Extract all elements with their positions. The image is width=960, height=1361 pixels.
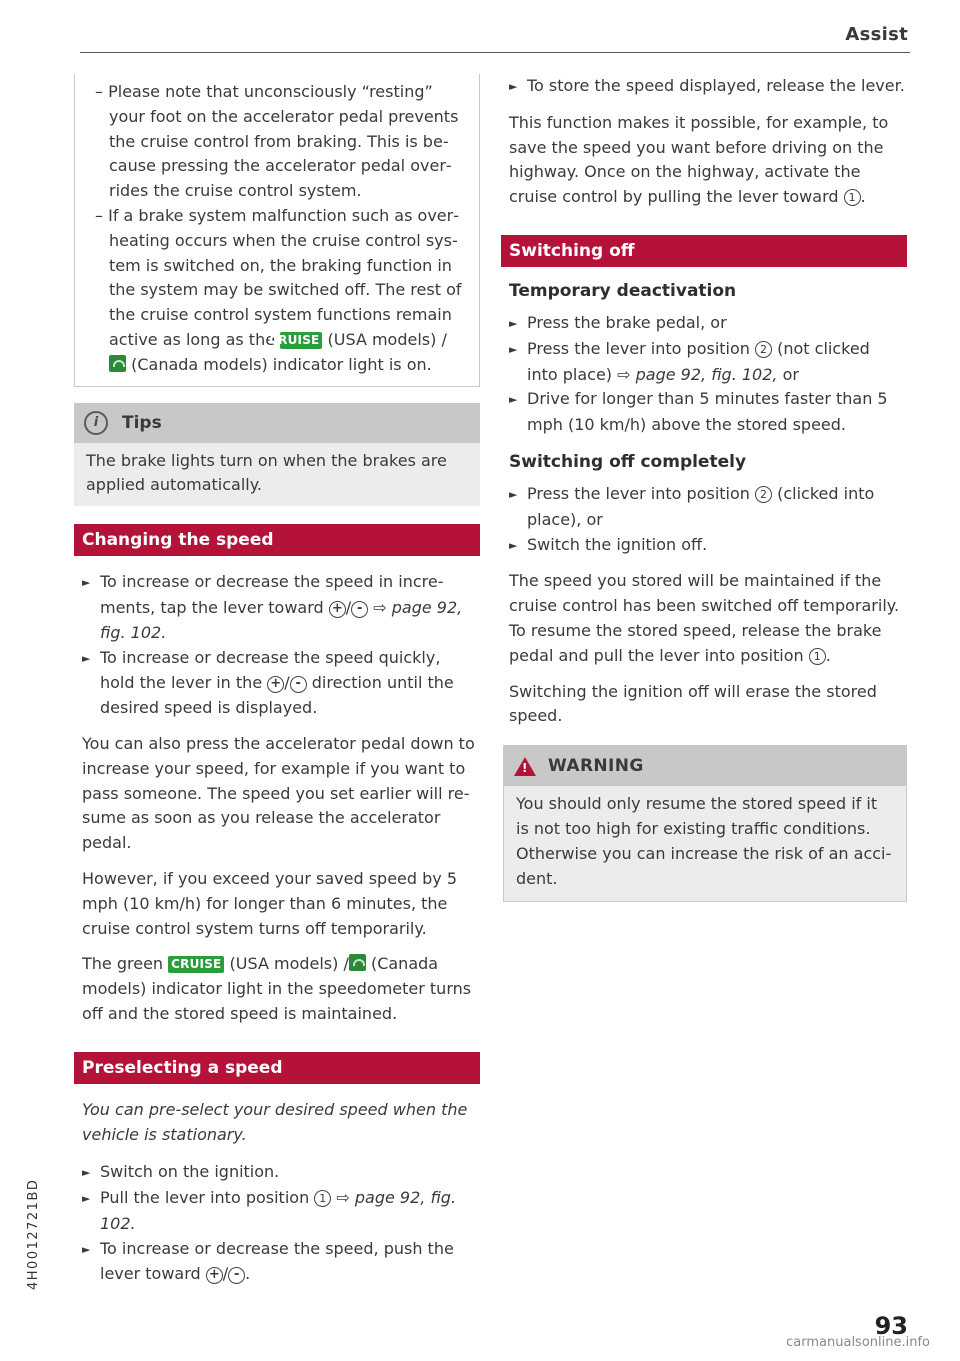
intro-text: You can pre-select your desired speed when the vehicle is stationary. (82, 1099, 468, 1144)
canada-cruise-indicator-icon (349, 954, 366, 971)
tips-body: The brake lights turn on when the brakes are applied automatically. (74, 443, 480, 507)
warning-triangle-icon (514, 757, 536, 776)
list-item: ► Press the lever into position 2 (clicked into place), or (509, 483, 875, 529)
bullet-arrow-icon: ► (509, 538, 518, 552)
warning-body: You should only resume the stored speed if it is not too high for existing traffic conditions. Otherwise you can increase the risk of an accident. (504, 786, 906, 901)
plus-symbol-icon: + (329, 601, 346, 618)
bullet-arrow-icon: ► (82, 1166, 91, 1180)
paragraph: The green CRUISE (USA models) / (Canada models) indicator light in the speedometer turns off and the stored speed is maintained. (82, 954, 472, 1023)
note-box (74, 74, 480, 387)
page-number: 93 (874, 1312, 908, 1340)
list-item: ► Press the brake pedal, or (509, 311, 905, 337)
paragraph: This function makes it possible, for example, to save the speed you want before driving on the highway. Once on the highway, activate the cruise control by pulling the lever toward 1 . (509, 112, 889, 207)
plus-symbol-icon: + (206, 1267, 223, 1284)
position-1-icon: 1 (809, 648, 826, 665)
subheading-completely: Switching off completely (509, 451, 747, 472)
minus-symbol-icon: - (351, 601, 368, 618)
watermark: carmanualsonline.info (786, 1335, 930, 1350)
list-item: ► Drive for longer than 5 minutes faster than 5 mph (10 km/h) above the stored speed. (509, 389, 888, 435)
list-item: ► To increase or decrease the speed in increments, tap the lever toward + / - ⇨ page 92, fig. 102. (82, 572, 463, 642)
left-column (82, 74, 478, 1287)
warning-box (503, 745, 907, 902)
section-heading-switching-off: Switching off (501, 235, 907, 267)
tips-header (74, 403, 480, 443)
bullet-arrow-icon: ► (509, 80, 518, 93)
warning-title: WARNING (548, 756, 644, 777)
page-reference[interactable]: ⇨ page 92, fig. 102, (617, 364, 778, 384)
page-reference[interactable]: ⇨ page 92, fig. 102. (100, 597, 463, 642)
note-item: – Please note that unconsciously “resting” your foot on the accelerator pedal prevents the cruise control from braking. This is because pressing the accelerator pedal overrides the cruise control system. (95, 82, 459, 201)
position-1-icon: 1 (314, 1190, 331, 1207)
paragraph: You can also press the accelerator pedal down to increase your speed, for example if you want to pass someone. The speed you set earlier will resume as soon as you release the accelerator pedal. (82, 733, 475, 853)
bullet-arrow-icon: ► (509, 487, 518, 501)
position-1-icon: 1 (844, 189, 861, 206)
bullet-arrow-icon: ► (82, 1242, 91, 1256)
paragraph: The speed you stored will be maintained if the cruise control has been switched off temporarily. To resume the stored speed, release the brake pedal and pull the lever into position 1 . (509, 571, 900, 665)
list-item: ► Press the lever into position 2 (not clicked into place) ⇨ page 92, fig. 102, or (509, 338, 870, 384)
canada-cruise-indicator-icon (109, 355, 126, 372)
position-2-icon: 2 (755, 486, 772, 503)
list-item: ► To increase or decrease the speed quickly, hold the lever in the + / - direction until the desired speed is displayed. (82, 647, 454, 718)
paragraph: Switching the ignition off will erase the stored speed. (509, 681, 877, 726)
bullet-arrow-icon: ► (509, 342, 518, 356)
subheading-temporary: Temporary deactivation (509, 280, 737, 301)
list-item: ► Switch on the ignition. (82, 1160, 478, 1186)
bullet-arrow-icon: ► (82, 576, 91, 590)
note-item: – If a brake system malfunction such as overheating occurs when the cruise control system is switched on, the braking function in the system may be switched off. The rest of the cruise control system functions remain active as long as the CRUISE (USA models) / (Canada models) indicator light is on. (95, 205, 462, 374)
list-item: ► Pull the lever into position 1 ⇨ page 92, fig. 102. (82, 1188, 457, 1233)
bullet-arrow-icon: ► (82, 651, 91, 665)
bullet-arrow-icon: ► (509, 393, 518, 407)
cruise-indicator-icon: CRUISE (280, 332, 322, 349)
section-heading-changing-speed: Changing the speed (74, 524, 480, 556)
position-2-icon: 2 (755, 341, 772, 358)
minus-symbol-icon: - (290, 676, 307, 693)
right-column (509, 74, 905, 902)
page-reference[interactable]: ⇨ page 92, fig. 102. (100, 1188, 457, 1233)
section-title: Assist (845, 24, 908, 45)
minus-symbol-icon: - (228, 1267, 245, 1284)
list-item: ► To store the speed displayed, release the lever. (509, 74, 905, 100)
document-code: 4H0012721BD (26, 1178, 41, 1290)
warning-header (504, 746, 906, 786)
cruise-indicator-icon: CRUISE (168, 956, 224, 973)
tips-title: Tips (122, 412, 162, 433)
bullet-arrow-icon: ► (509, 316, 518, 330)
list-item: ► To increase or decrease the speed, push the lever toward + / - . (82, 1238, 454, 1284)
list-item: ► Switch the ignition off. (509, 533, 905, 559)
plus-symbol-icon: + (267, 676, 284, 693)
paragraph: However, if you exceed your saved speed by 5 mph (10 km/h) for longer than 6 minutes, the cruise control system turns off temporarily. (82, 868, 458, 938)
header-rule (80, 52, 910, 53)
section-heading-preselecting-speed: Preselecting a speed (74, 1052, 480, 1084)
info-icon: i (84, 411, 108, 435)
bullet-arrow-icon: ► (82, 1192, 91, 1206)
